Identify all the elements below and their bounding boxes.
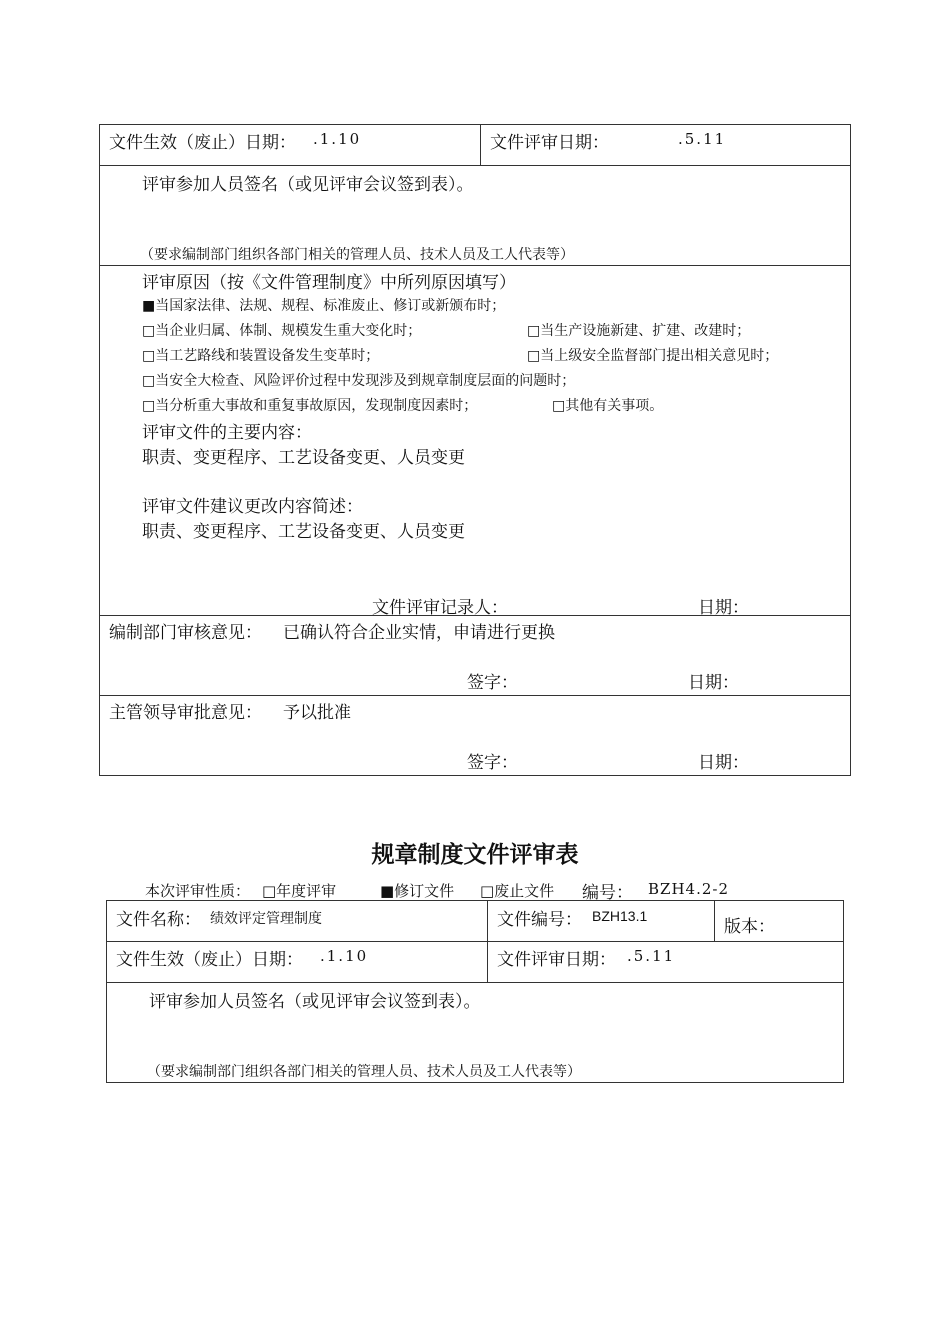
file-no-label: 文件编号：: [497, 910, 582, 930]
recorder-date-label: 日期：: [698, 598, 749, 618]
bottom-effective-date-label: 文件生效（废止）日期：: [116, 950, 303, 970]
suggestion-label: 评审文件建议更改内容简述：: [142, 497, 363, 517]
main-content-value: 职责、变更程序、工艺设备变更、人员变更: [142, 448, 465, 468]
leader-opinion-value: 予以批准: [283, 703, 351, 723]
bottom-effective-date-value: .1.10: [320, 947, 369, 965]
top-effective-date-label: 文件生效（废止）日期：: [109, 133, 296, 153]
bottom-review-date-label: 文件评审日期：: [497, 950, 616, 970]
top-review-date-label: 文件评审日期：: [490, 133, 609, 153]
reason-item: □当安全大检查、风险评价过程中发现涉及到规章制度层面的问题时；: [142, 373, 576, 389]
top-participants-label: 评审参加人员签名（或见评审会议签到表）。: [142, 175, 474, 195]
reason-item: □其他有关事项。: [552, 398, 664, 414]
file-no-value: BZH13.1: [592, 908, 648, 924]
bottom-review-date-value: .5.11: [627, 947, 676, 965]
file-name-label: 文件名称：: [116, 910, 201, 930]
top-participants-note: （要求编制部门组织各部门相关的管理人员、技术人员及工人代表等）: [140, 247, 574, 263]
suggestion-value: 职责、变更程序、工艺设备变更、人员变更: [142, 522, 465, 542]
leader-opinion-label: 主管领导审批意见：: [109, 703, 262, 723]
dept-signature-label: 签字：: [467, 673, 518, 693]
leader-date-label: 日期：: [698, 753, 749, 773]
nature-option-revise[interactable]: ■修订文件: [380, 882, 455, 900]
bottom-participants-label: 评审参加人员签名（或见评审会议签到表）。: [149, 992, 481, 1012]
version-label: 版本：: [724, 917, 775, 937]
form-code-label: 编号：: [582, 883, 633, 903]
reason-item: □当生产设施新建、扩建、改建时；: [527, 323, 751, 339]
form-code-value: BZH4.2-2: [648, 880, 729, 898]
review-nature-label: 本次评审性质：: [145, 882, 251, 900]
reason-heading: 评审原因（按《文件管理制度》中所列原因填写）: [142, 273, 516, 293]
form-title: 规章制度文件评审表: [371, 842, 579, 868]
top-effective-date-value: .1.10: [313, 130, 362, 148]
file-name-value: 绩效评定管理制度: [210, 911, 322, 927]
nature-option-annual[interactable]: □年度评审: [262, 882, 337, 900]
reason-item: □当企业归属、体制、规模发生重大变化时；: [142, 323, 422, 339]
reason-item: □当上级安全监督部门提出相关意见时；: [527, 348, 779, 364]
reason-item: □当工艺路线和装置设备发生变革时；: [142, 348, 380, 364]
top-review-date-value: .5.11: [678, 130, 727, 148]
reason-item: ■当国家法律、法规、规程、标准废止、修订或新颁布时；: [142, 298, 506, 314]
bottom-participants-note: （要求编制部门组织各部门相关的管理人员、技术人员及工人代表等）: [147, 1064, 581, 1080]
leader-signature-label: 签字：: [467, 753, 518, 773]
dept-opinion-value: 已确认符合企业实情，申请进行更换: [283, 623, 555, 643]
nature-option-abolish[interactable]: □废止文件: [480, 882, 555, 900]
recorder-label: 文件评审记录人：: [372, 598, 508, 618]
reason-item: □当分析重大事故和重复事故原因，发现制度因素时；: [142, 398, 478, 414]
dept-date-label: 日期：: [688, 673, 739, 693]
main-content-label: 评审文件的主要内容：: [142, 423, 312, 443]
dept-opinion-label: 编制部门审核意见：: [109, 623, 262, 643]
